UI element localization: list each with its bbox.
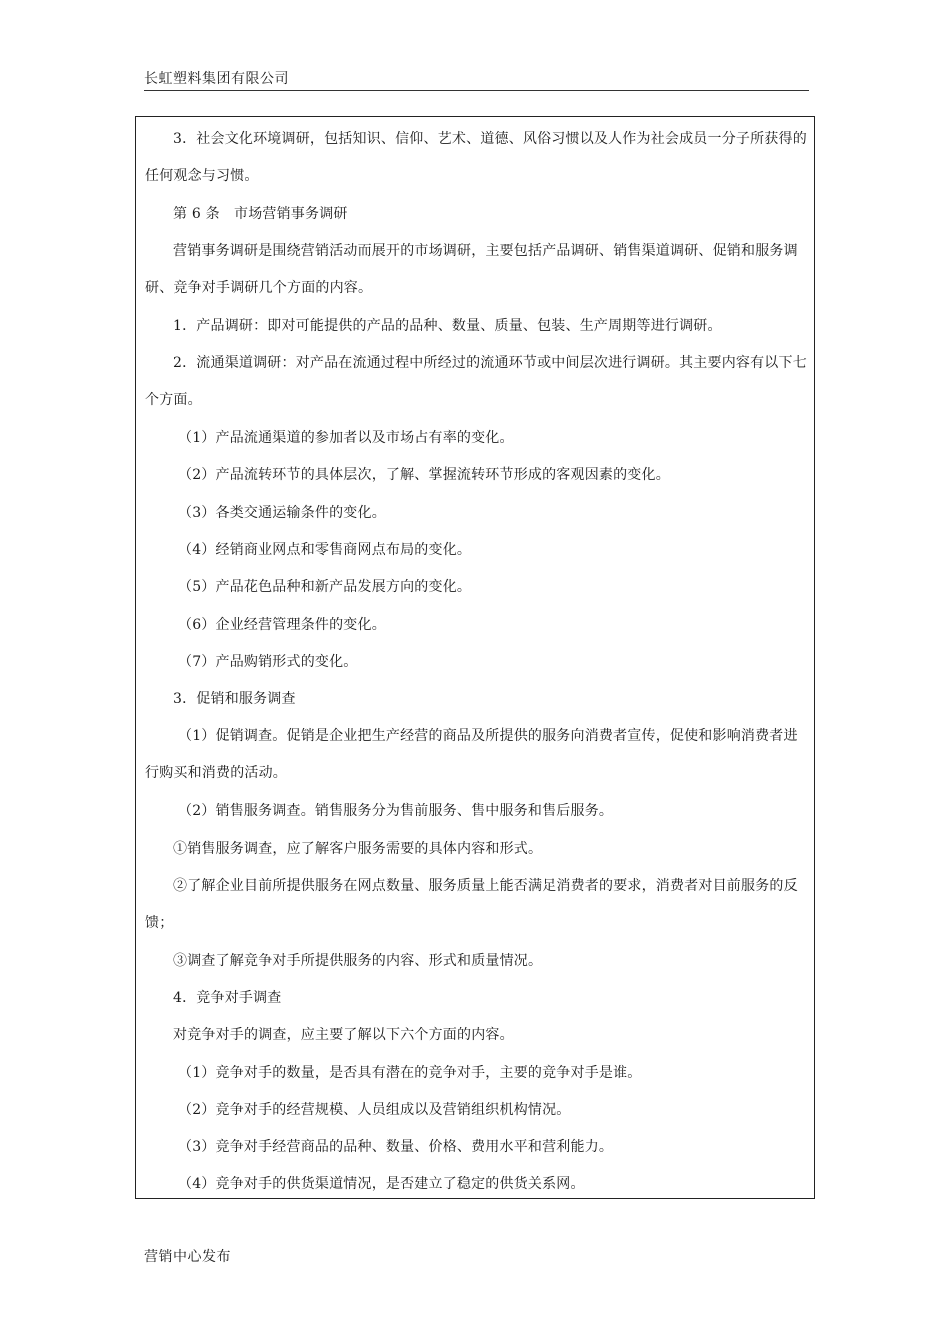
paragraph-channel-research: 2．流通渠道调研：对产品在流通过程中所经过的流通环节或中间层次进行调研。其主要内容有以下七个方面。 (145, 355, 807, 409)
list-item-promotion-1: （1）促销调查。促销是企业把生产经营的商品及所提供的服务向消费者宣传，促使和影响消费者进行购买和消费的活动。 (145, 728, 798, 782)
list-item-competitor-4: （4）竞争对手的供货渠道情况，是否建立了稳定的供货关系网。 (178, 1176, 585, 1192)
list-item-competitor-2: （2）竞争对手的经营规模、人员组成以及营销组织机构情况。 (178, 1102, 571, 1118)
section-promotion-heading: 3．促销和服务调查 (173, 691, 296, 707)
company-name: 长虹塑料集团有限公司 (144, 71, 289, 87)
list-item-service-3: ③调查了解竞争对手所提供服务的内容、形式和质量情况。 (173, 953, 543, 969)
paragraph-marketing-affairs: 营销事务调研是围绕营销活动而展开的市场调研，主要包括产品调研、销售渠道调研、促销和服务调研、竞争对手调研几个方面的内容。 (145, 243, 798, 297)
list-item-channel-4: （4）经销商业网点和零售商网点布局的变化。 (178, 542, 472, 558)
article-6-heading: 第 6 条 市场营销事务调研 (173, 206, 348, 222)
paragraph-product-research: 1．产品调研：即对可能提供的产品的品种、数量、质量、包装、生产周期等进行调研。 (173, 318, 722, 334)
list-item-channel-2: （2）产品流转环节的具体层次，了解、掌握流转环节形成的客观因素的变化。 (178, 467, 670, 483)
list-item-channel-3: （3）各类交通运输条件的变化。 (178, 505, 386, 521)
list-item-competitor-1: （1）竞争对手的数量，是否具有潜在的竞争对手，主要的竞争对手是谁。 (178, 1065, 642, 1081)
page-header (144, 70, 809, 91)
list-item-channel-1: （1）产品流通渠道的参加者以及市场占有率的变化。 (178, 430, 514, 446)
list-item-promotion-2: （2）销售服务调查。销售服务分为售前服务、售中服务和售后服务。 (178, 803, 614, 819)
content-box (135, 116, 815, 1199)
paragraph-social-culture: 3．社会文化环境调研，包括知识、信仰、艺术、道德、风俗习惯以及人作为社会成员一分子所获得的任何观念与习惯。 (145, 131, 807, 185)
list-item-channel-7: （7）产品购销形式的变化。 (178, 654, 358, 670)
list-item-channel-5: （5）产品花色品种和新产品发展方向的变化。 (178, 579, 472, 595)
section-competitor-heading: 4．竞争对手调查 (173, 990, 282, 1006)
list-item-competitor-3: （3）竞争对手经营商品的品种、数量、价格、费用水平和营利能力。 (178, 1139, 614, 1155)
list-item-service-2: ②了解企业目前所提供服务在网点数量、服务质量上能否满足消费者的要求，消费者对目前服务的反馈； (145, 878, 798, 932)
list-item-channel-6: （6）企业经营管理条件的变化。 (178, 617, 386, 633)
list-item-service-1: ①销售服务调查，应了解客户服务需要的具体内容和形式。 (173, 841, 543, 857)
paragraph-competitor-intro: 对竞争对手的调查，应主要了解以下六个方面的内容。 (173, 1027, 514, 1043)
page-footer: 营销中心发布 (144, 1249, 231, 1265)
